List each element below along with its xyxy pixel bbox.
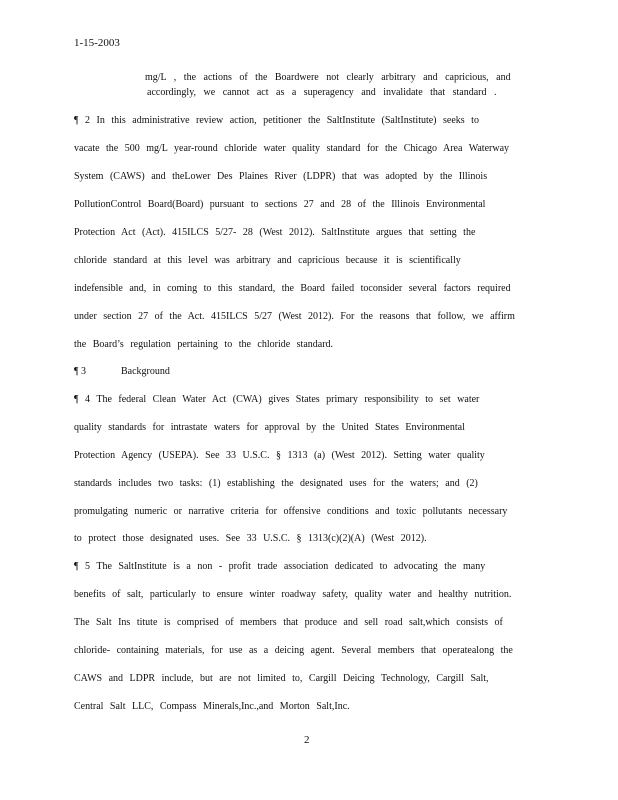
block-quote-line-1: mg/L , the actions of the Boardwere not clearly arbitrary and capricious, and bbox=[145, 72, 511, 83]
section-title: Background bbox=[121, 366, 170, 377]
paragraph-4-line-6: to protect those designated uses. See 33 U.S.C. § 1313(c)(2)(A) (West 2012). bbox=[74, 533, 427, 544]
paragraph-4-line-1: ¶ 4 The federal Clean Water Act (CWA) gives States primary responsibility to set water bbox=[74, 394, 480, 405]
paragraph-2-line-4: PollutionControl Board(Board) pursuant to sections 27 and 28 of the Illinois Environmental bbox=[74, 199, 486, 210]
paragraph-5-line-6: Central Salt LLC, Compass Minerals,Inc.,and Morton Salt,Inc. bbox=[74, 701, 350, 712]
paragraph-5-line-3: The Salt Ins titute is comprised of members that produce and sell road salt,which consists of bbox=[74, 617, 503, 628]
block-quote-line-2: accordingly, we cannot act as a superagency and invalidate that standard . bbox=[147, 87, 497, 98]
paragraph-2-line-7: indefensible and, in coming to this standard, the Board failed toconsider several factors required bbox=[74, 283, 511, 294]
paragraph-2-line-5: Protection Act (Act). 415ILCS 5/27- 28 (West 2012). SaltInstitute argues that setting the bbox=[74, 227, 476, 238]
paragraph-2-line-9: the Board’s regulation pertaining to the chloride standard. bbox=[74, 339, 334, 350]
paragraph-5-line-2: benefits of salt, particularly to ensure winter roadway safety, quality water and healthy nutrition. bbox=[74, 589, 512, 600]
page-number: 2 bbox=[304, 734, 310, 746]
paragraph-2-line-6: chloride standard at this level was arbitrary and capricious because it is scientifically bbox=[74, 255, 461, 266]
section-heading bbox=[74, 366, 170, 377]
paragraph-4-line-2: quality standards for intrastate waters for approval by the United States Environmental bbox=[74, 422, 465, 433]
paragraph-2-line-1: ¶ 2 In this administrative review action, petitioner the SaltInstitute (SaltInstitute) seeks to bbox=[74, 115, 479, 126]
header-date: 1-15-2003 bbox=[74, 37, 120, 49]
paragraph-4-line-4: standards includes two tasks: (1) establishing the designated uses for the waters; and (2) bbox=[74, 478, 478, 489]
paragraph-4-line-5: promulgating numeric or narrative criteria for offensive conditions and toxic pollutants necessary bbox=[74, 506, 508, 517]
paragraph-2-line-8: under section 27 of the Act. 415ILCS 5/27 (West 2012). For the reasons that follow, we affirm bbox=[74, 311, 515, 322]
paragraph-2-line-3: System (CAWS) and theLower Des Plaines River (LDPR) that was adopted by the Illinois bbox=[74, 171, 488, 182]
paragraph-4-line-3: Protection Agency (USEPA). See 33 U.S.C. § 1313 (a) (West 2012). Setting water quality bbox=[74, 450, 485, 461]
paragraph-5-line-1: ¶ 5 The SaltInstitute is a non - profit trade association dedicated to advocating the many bbox=[74, 561, 486, 572]
paragraph-2-line-2: vacate the 500 mg/L year-round chloride water quality standard for the Chicago Area Waterway bbox=[74, 143, 510, 154]
paragraph-5-line-4: chloride- containing materials, for use as a deicing agent. Several members that operatealong the bbox=[74, 645, 513, 656]
section-marker: ¶ 3 bbox=[74, 366, 87, 377]
paragraph-5-line-5: CAWS and LDPR include, but are not limited to, Cargill Deicing Technology, Cargill Salt, bbox=[74, 673, 489, 684]
